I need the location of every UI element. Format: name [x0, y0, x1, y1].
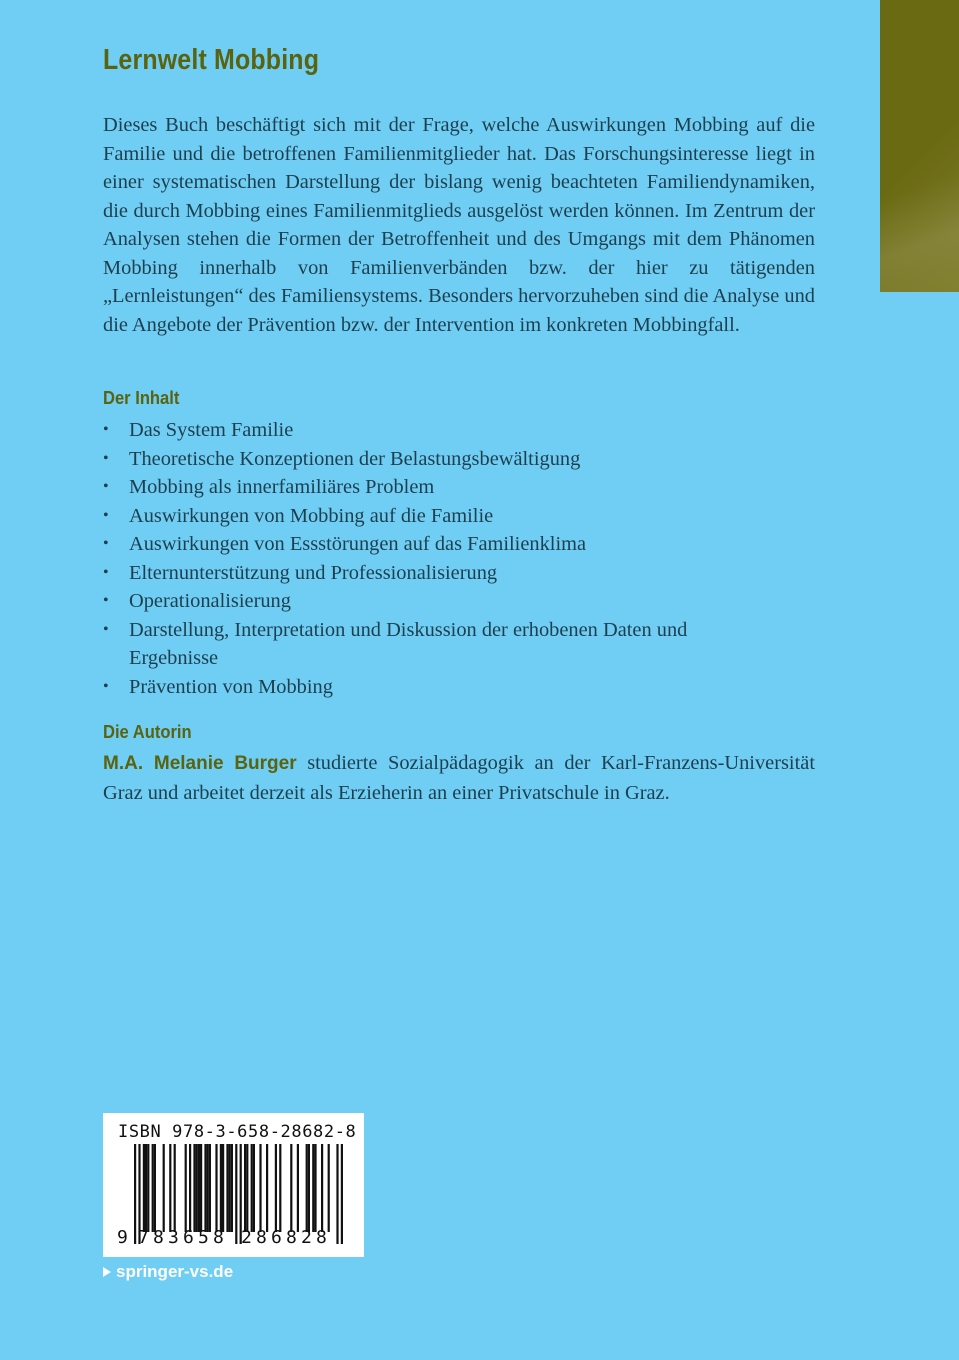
barcode-digit: 8 — [153, 1227, 164, 1248]
list-item-text: Operationalisierung — [129, 590, 291, 612]
barcode-bar — [279, 1144, 281, 1232]
list-item-text: Prävention von Mobbing — [129, 675, 333, 698]
list-item — [103, 416, 815, 445]
corner-shine — [880, 120, 959, 292]
barcode-bar — [253, 1144, 255, 1232]
barcode-bar — [174, 1144, 176, 1232]
list-item-text: Auswirkungen von Mobbing auf die Familie — [129, 504, 494, 527]
barcode-digit: 8 — [213, 1227, 224, 1248]
list-item-text: Darstellung, Interpretation und Diskussion der erhobenen Daten und Ergebnisse — [129, 618, 688, 669]
barcode-bar — [215, 1144, 217, 1232]
arrow-right-icon — [103, 1267, 111, 1277]
barcode-bar — [147, 1144, 149, 1232]
barcode-bar — [185, 1144, 187, 1232]
barcode-bar — [251, 1144, 253, 1232]
barcode-digit: 2 — [241, 1227, 252, 1248]
barcode-bar — [246, 1144, 248, 1232]
barcode-bar — [189, 1144, 191, 1232]
barcode-bar — [145, 1144, 147, 1232]
barcode-bar — [297, 1144, 299, 1232]
intro-paragraph: Dieses Buch beschäftigt sich mit der Frage, welche Auswirkungen Mobbing auf die Familie und die betroffenen Familienmitglieder hat. Das Forschungsinteresse liegt in einer systematischen Darstellung der bislang wenig beachteten Familiendynamiken, die durch Mobbing eines Familienmitglieds ausgelöst werden können. Im Zentrum der Analysen stehen die Formen der Betroffenheit und des Umgangs mit dem Phänomen Mobbing innerhalb von Familienverbänden bzw. der hier zu tätigenden „Lernleistungen“ des Familiensystems. Besonders hervorzuheben sind die Analyse und die Angebote der Prävention bzw. der Intervention im konkreten Mobbingfall. — [103, 114, 815, 336]
barcode-bar — [134, 1144, 136, 1244]
barcode-bar — [308, 1144, 310, 1232]
barcode-bar — [314, 1144, 316, 1232]
list-item-text: Theoretische Konzeptionen der Belastungsbewältigung — [129, 447, 581, 470]
barcode-bar — [220, 1144, 222, 1232]
barcode-bar — [226, 1144, 228, 1232]
list-item-text: Das System Familie — [129, 419, 294, 441]
barcode-digit: 8 — [316, 1227, 327, 1248]
barcode-digit: 8 — [286, 1227, 297, 1248]
bullet: • — [103, 620, 109, 638]
book-title: Lernwelt Mobbing — [103, 44, 320, 76]
isbn-text: ISBN 978-3-658-28682-8 — [118, 1122, 357, 1142]
barcode-bar — [198, 1144, 200, 1232]
list-item — [103, 616, 689, 673]
barcode-bar — [328, 1144, 330, 1232]
barcode-bar — [321, 1144, 323, 1232]
author-bio: studierte Sozialpädagogik an der Karl-Franzens-Universität Graz und arbeitet derzeit als Erzieherin an einer Privatschule in Graz. — [103, 752, 815, 804]
barcode-digit: 8 — [256, 1227, 267, 1248]
barcode-bar — [231, 1144, 233, 1232]
barcode-bar — [152, 1144, 154, 1232]
bullet: • — [103, 677, 109, 695]
barcode-bar — [312, 1144, 314, 1232]
barcode-digit: 2 — [301, 1227, 312, 1248]
barcode-bar — [207, 1144, 209, 1232]
bullet: • — [103, 421, 109, 438]
barcode-bar — [222, 1144, 224, 1232]
barcode-bar — [193, 1144, 195, 1232]
barcode-bar — [204, 1144, 206, 1232]
barcode-bar — [336, 1144, 338, 1244]
barcode-bar — [290, 1144, 292, 1232]
contents-heading: Der Inhalt — [103, 388, 180, 408]
barcode-bar — [196, 1144, 198, 1232]
barcode-bar — [266, 1144, 268, 1232]
barcode-digit: 6 — [271, 1227, 282, 1248]
list-item-text: Elternunterstützung und Professionalisierung — [129, 561, 498, 584]
barcode-bar — [200, 1144, 202, 1232]
barcode-bar — [259, 1144, 261, 1232]
list-item — [103, 559, 815, 588]
list-item — [103, 473, 815, 502]
publisher-url: springer-vs.de — [116, 1262, 234, 1281]
bullet: • — [103, 506, 109, 524]
bullet: • — [103, 478, 109, 495]
barcode-bar — [244, 1144, 246, 1232]
author-heading: Die Autorin — [103, 722, 192, 742]
barcode-bar — [275, 1144, 277, 1232]
barcode-digit: 9 — [117, 1227, 128, 1248]
barcode-bar — [235, 1144, 237, 1244]
list-item — [103, 673, 815, 702]
barcode-digit: 3 — [168, 1227, 179, 1248]
bullet: • — [103, 592, 109, 609]
barcode-digit: 6 — [183, 1227, 194, 1248]
barcode-bar — [229, 1144, 231, 1232]
contents-list — [103, 416, 815, 701]
list-item — [103, 587, 815, 616]
barcode-bar — [306, 1144, 308, 1232]
author-name: M.A. Melanie Burger — [103, 753, 297, 774]
author-paragraph — [103, 749, 815, 807]
list-item — [103, 502, 815, 531]
list-item — [103, 530, 815, 559]
barcode-bar — [154, 1144, 156, 1232]
barcode-bar — [143, 1144, 145, 1232]
barcode-digit: 5 — [198, 1227, 209, 1248]
barcode-bar — [169, 1144, 171, 1232]
barcode-bar — [163, 1144, 165, 1232]
barcode-bar — [209, 1144, 211, 1232]
list-item-text: Mobbing als innerfamiliäres Problem — [129, 476, 435, 498]
barcode-bar — [341, 1144, 343, 1244]
barcode-digit: 7 — [138, 1227, 149, 1248]
bullet: • — [103, 563, 109, 581]
barcode — [103, 1113, 364, 1257]
publisher-link[interactable] — [103, 1262, 233, 1282]
list-item-text: Auswirkungen von Essstörungen auf das Familienklima — [129, 533, 587, 555]
bullet: • — [103, 449, 109, 467]
bullet: • — [103, 535, 109, 552]
list-item — [103, 445, 815, 474]
